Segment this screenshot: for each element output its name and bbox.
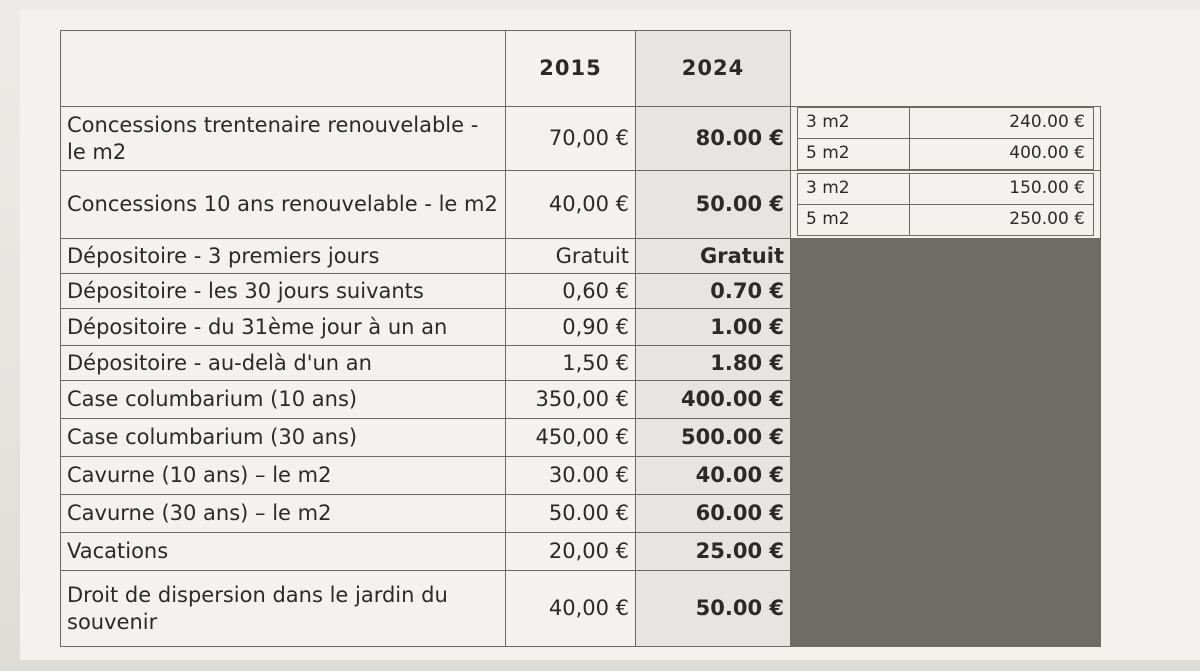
value-2015: 50.00 € bbox=[506, 495, 636, 533]
header-year-2024: 2024 bbox=[636, 31, 791, 107]
shaded-cell bbox=[791, 495, 1101, 533]
shaded-cell bbox=[791, 239, 1101, 274]
row-label: Cavurne (10 ans) – le m2 bbox=[61, 457, 506, 495]
header-year-2015: 2015 bbox=[506, 31, 636, 107]
area-price-subtable bbox=[791, 107, 1101, 171]
table-row bbox=[61, 533, 1101, 571]
header-row bbox=[61, 31, 1101, 107]
row-label: Case columbarium (10 ans) bbox=[61, 381, 506, 419]
row-label: Dépositoire - les 30 jours suivants bbox=[61, 274, 506, 309]
sub-price: 150.00 € bbox=[910, 174, 1094, 205]
area-price-subtable bbox=[791, 171, 1101, 239]
value-2024: 50.00 € bbox=[636, 571, 791, 647]
value-2015: 0,60 € bbox=[506, 274, 636, 309]
value-2015: 450,00 € bbox=[506, 419, 636, 457]
value-2015: 20,00 € bbox=[506, 533, 636, 571]
shaded-cell bbox=[791, 457, 1101, 495]
sub-price: 400.00 € bbox=[910, 139, 1094, 170]
paper-sheet bbox=[20, 10, 1200, 660]
tariff-table bbox=[60, 30, 1101, 647]
value-2015: Gratuit bbox=[506, 239, 636, 274]
shaded-cell bbox=[791, 419, 1101, 457]
sub-area: 5 m2 bbox=[798, 139, 910, 170]
row-label: Case columbarium (30 ans) bbox=[61, 419, 506, 457]
row-label: Concessions trentenaire renouvelable - le m2 bbox=[61, 107, 506, 171]
sub-price: 250.00 € bbox=[910, 205, 1094, 236]
value-2015: 40,00 € bbox=[506, 571, 636, 647]
row-label: Cavurne (30 ans) – le m2 bbox=[61, 495, 506, 533]
value-2015: 1,50 € bbox=[506, 346, 636, 381]
value-2015: 40,00 € bbox=[506, 171, 636, 239]
value-2024: 50.00 € bbox=[636, 171, 791, 239]
table-row bbox=[61, 309, 1101, 346]
row-label: Dépositoire - au-delà d'un an bbox=[61, 346, 506, 381]
table-row bbox=[61, 571, 1101, 647]
value-2024: 25.00 € bbox=[636, 533, 791, 571]
row-label: Concessions 10 ans renouvelable - le m2 bbox=[61, 171, 506, 239]
value-2024: 1.80 € bbox=[636, 346, 791, 381]
shaded-cell bbox=[791, 381, 1101, 419]
header-empty-area bbox=[791, 31, 1101, 107]
sub-area: 5 m2 bbox=[798, 205, 910, 236]
table-row bbox=[61, 107, 1101, 171]
row-label: Vacations bbox=[61, 533, 506, 571]
table-row bbox=[61, 381, 1101, 419]
shaded-cell bbox=[791, 346, 1101, 381]
table-row bbox=[61, 457, 1101, 495]
value-2024: 60.00 € bbox=[636, 495, 791, 533]
value-2015: 0,90 € bbox=[506, 309, 636, 346]
row-label: Dépositoire - 3 premiers jours bbox=[61, 239, 506, 274]
value-2024: 80.00 € bbox=[636, 107, 791, 171]
shaded-cell bbox=[791, 309, 1101, 346]
row-label: Droit de dispersion dans le jardin du souvenir bbox=[61, 571, 506, 647]
table-row bbox=[61, 346, 1101, 381]
table-row bbox=[61, 495, 1101, 533]
table-row bbox=[61, 239, 1101, 274]
shaded-cell bbox=[791, 533, 1101, 571]
value-2024: 500.00 € bbox=[636, 419, 791, 457]
value-2015: 70,00 € bbox=[506, 107, 636, 171]
table-row bbox=[61, 274, 1101, 309]
table-row bbox=[61, 419, 1101, 457]
row-label: Dépositoire - du 31ème jour à un an bbox=[61, 309, 506, 346]
table-row bbox=[61, 171, 1101, 239]
sub-area: 3 m2 bbox=[798, 174, 910, 205]
value-2024: 40.00 € bbox=[636, 457, 791, 495]
sub-price: 240.00 € bbox=[910, 108, 1094, 139]
shaded-cell bbox=[791, 274, 1101, 309]
value-2015: 30.00 € bbox=[506, 457, 636, 495]
value-2015: 350,00 € bbox=[506, 381, 636, 419]
value-2024: 1.00 € bbox=[636, 309, 791, 346]
header-label-cell bbox=[61, 31, 506, 107]
shaded-cell bbox=[791, 571, 1101, 647]
sub-area: 3 m2 bbox=[798, 108, 910, 139]
value-2024: 0.70 € bbox=[636, 274, 791, 309]
value-2024: Gratuit bbox=[636, 239, 791, 274]
value-2024: 400.00 € bbox=[636, 381, 791, 419]
